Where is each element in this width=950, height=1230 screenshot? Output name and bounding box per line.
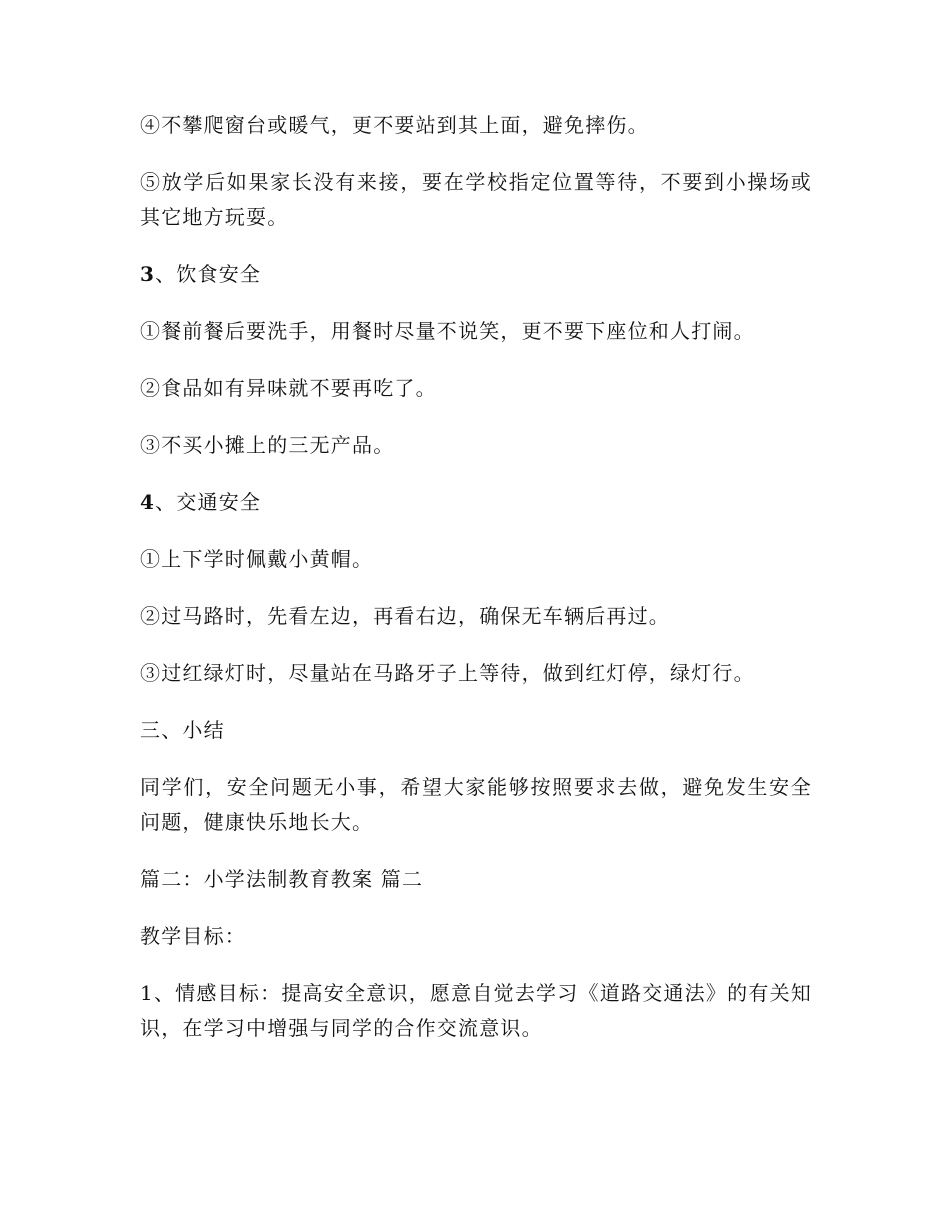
paragraph-rule-4: ④不攀爬窗台或暖气，更不要站到其上面，避免摔伤。 bbox=[140, 113, 649, 137]
section-heading-summary: 三、小结 bbox=[140, 718, 225, 742]
paragraph-food-2: ②食品如有异味就不要再吃了。 bbox=[140, 376, 437, 400]
paragraph-traffic-2: ②过马路时，先看左边，再看右边，确保无车辆后再过。 bbox=[140, 604, 670, 628]
section-title: 、交通安全 bbox=[155, 490, 262, 514]
paragraph-traffic-3: ③过红绿灯时，尽量站在马路牙子上等待，做到红灯停，绿灯行。 bbox=[140, 661, 755, 685]
paragraph-traffic-1: ①上下学时佩戴小黄帽。 bbox=[140, 547, 374, 571]
section-heading-traffic-safety bbox=[140, 485, 812, 520]
paragraph-food-1: ①餐前餐后要洗手，用餐时尽量不说笑，更不要下座位和人打闹。 bbox=[140, 319, 755, 343]
paragraph-rule-5: ⑤放学后如果家长没有来接，要在学校指定位置等待，不要到小操场或其它地方玩耍。 bbox=[140, 170, 812, 229]
paragraph-food-3: ③不买小摊上的三无产品。 bbox=[140, 433, 395, 457]
paragraph-summary: 同学们，安全问题无小事，希望大家能够按照要求去做，避免发生安全问题，健康快乐地长大。 bbox=[140, 775, 812, 834]
document-body bbox=[140, 108, 812, 1068]
section-heading-food-safety bbox=[140, 257, 812, 292]
article-title-part-two: 篇二：小学法制教育教案 篇二 bbox=[140, 867, 424, 891]
paragraph-goal-1: 1、情感目标：提高安全意识，愿意自觉去学习《道路交通法》的有关知识，在学习中增强与同学的合作交流意识。 bbox=[140, 981, 812, 1040]
section-number: 3 bbox=[140, 262, 156, 286]
teaching-goals-label: 教学目标： bbox=[140, 924, 246, 948]
section-number: 4 bbox=[140, 490, 156, 514]
section-title: 、饮食安全 bbox=[155, 262, 262, 286]
